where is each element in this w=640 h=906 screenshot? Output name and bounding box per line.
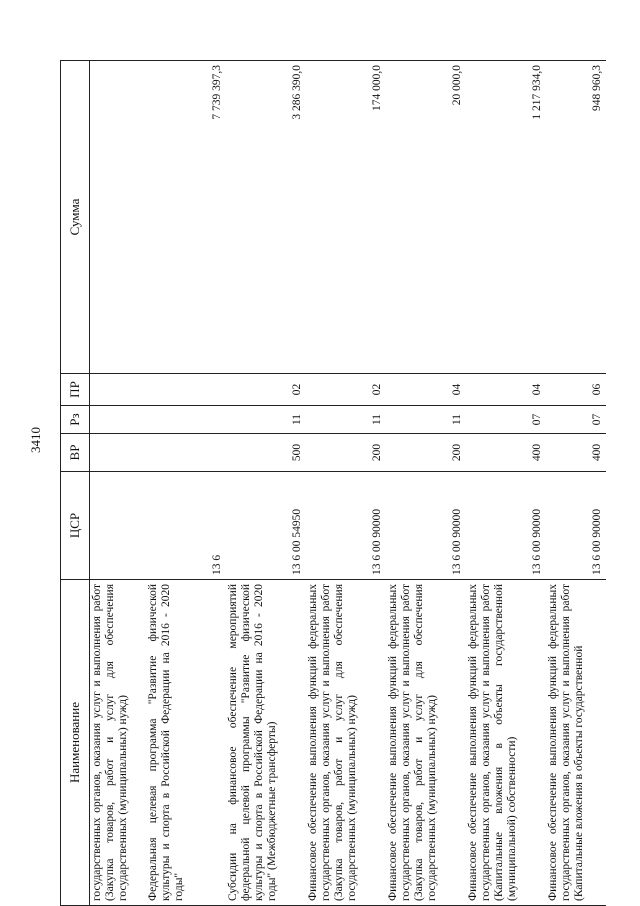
header-rz: Рз bbox=[61, 406, 90, 434]
row-sum: 1 217 934,0 bbox=[466, 61, 546, 374]
row-name: государственных органов, оказания услуг и выполнения работ (Закупка товаров, работ и услуг для обеспечения государственных (муниципальных) нужд) bbox=[90, 580, 146, 906]
row-rz: 11 bbox=[226, 406, 306, 434]
row-name: Финансовое обеспечение выполнения функций федеральных государственных органов, оказания услуг и выполнения работ (Закупка товаров, работ и услуг для обеспечения государственных (муниципальных) нужд) bbox=[306, 580, 386, 906]
row-vr: 500 bbox=[226, 434, 306, 472]
row-csr: 13 6 00 90000 bbox=[466, 472, 546, 580]
row-vr: 200 bbox=[386, 434, 466, 472]
table-row bbox=[546, 61, 606, 906]
row-name: Финансовое обеспечение выполнения функций федеральных государственных органов, оказания услуг и выполнения работ (Капитальные вложения в объекты государственной (муниципальной) собственности) bbox=[466, 580, 546, 906]
row-sum bbox=[90, 61, 146, 374]
row-vr: 400 bbox=[546, 434, 606, 472]
row-pr: 02 bbox=[306, 374, 386, 406]
row-rz: 07 bbox=[466, 406, 546, 434]
row-name: Финансовое обеспечение выполнения функций федеральных государственных органов, оказания услуг и выполнения работ (Закупка товаров, работ и услуг для обеспечения государственных (муниципальных) нужд) bbox=[386, 580, 466, 906]
row-name: Финансовое обеспечение выполнения функций федеральных государственных органов, оказания услуг и выполнения работ (Капитальные вложения в объекты государственной bbox=[546, 580, 606, 906]
row-vr: 200 bbox=[306, 434, 386, 472]
table-row bbox=[466, 61, 546, 906]
row-sum: 174 000,0 bbox=[306, 61, 386, 374]
page-number: 3410 bbox=[28, 427, 43, 453]
row-csr: 13 6 00 90000 bbox=[386, 472, 466, 580]
row-vr: 400 bbox=[466, 434, 546, 472]
row-pr bbox=[90, 374, 146, 406]
row-name: Субсидии на финансовое обеспечение мероприятий федеральной целевой программы "Развитие физической культуры и спорта в Российской Федерации на 2016 - 2020 годы" (Межбюджетные трансферты) bbox=[226, 580, 306, 906]
row-rz bbox=[90, 406, 146, 434]
row-sum: 948 960,3 bbox=[546, 61, 606, 374]
table-row bbox=[386, 61, 466, 906]
row-pr: 06 bbox=[546, 374, 606, 406]
row-csr bbox=[90, 472, 146, 580]
row-pr: 02 bbox=[226, 374, 306, 406]
row-rz bbox=[146, 406, 226, 434]
header-vr: ВР bbox=[61, 434, 90, 472]
row-csr: 13 6 00 90000 bbox=[306, 472, 386, 580]
row-pr: 04 bbox=[466, 374, 546, 406]
row-csr: 13 6 bbox=[146, 472, 226, 580]
row-csr: 13 6 00 54950 bbox=[226, 472, 306, 580]
row-csr: 13 6 00 90000 bbox=[546, 472, 606, 580]
table-row bbox=[90, 61, 146, 906]
budget-table bbox=[60, 60, 606, 906]
table-row bbox=[306, 61, 386, 906]
header-sum: Сумма bbox=[61, 61, 90, 374]
header-csr: ЦСР bbox=[61, 472, 90, 580]
row-sum: 7 739 397,3 bbox=[146, 61, 226, 374]
row-vr bbox=[90, 434, 146, 472]
table-row bbox=[146, 61, 226, 906]
row-pr bbox=[146, 374, 226, 406]
row-rz: 11 bbox=[386, 406, 466, 434]
row-rz: 07 bbox=[546, 406, 606, 434]
row-sum: 20 000,0 bbox=[386, 61, 466, 374]
row-rz: 11 bbox=[306, 406, 386, 434]
header-pr: ПР bbox=[61, 374, 90, 406]
row-pr: 04 bbox=[386, 374, 466, 406]
table-header-row bbox=[61, 61, 90, 906]
row-sum: 3 286 390,0 bbox=[226, 61, 306, 374]
table-row bbox=[226, 61, 306, 906]
row-vr bbox=[146, 434, 226, 472]
row-name: Федеральная целевая программа "Развитие физической культуры и спорта в Российской Федерации на 2016 - 2020 годы" bbox=[146, 580, 226, 906]
header-name: Наименование bbox=[61, 580, 90, 906]
